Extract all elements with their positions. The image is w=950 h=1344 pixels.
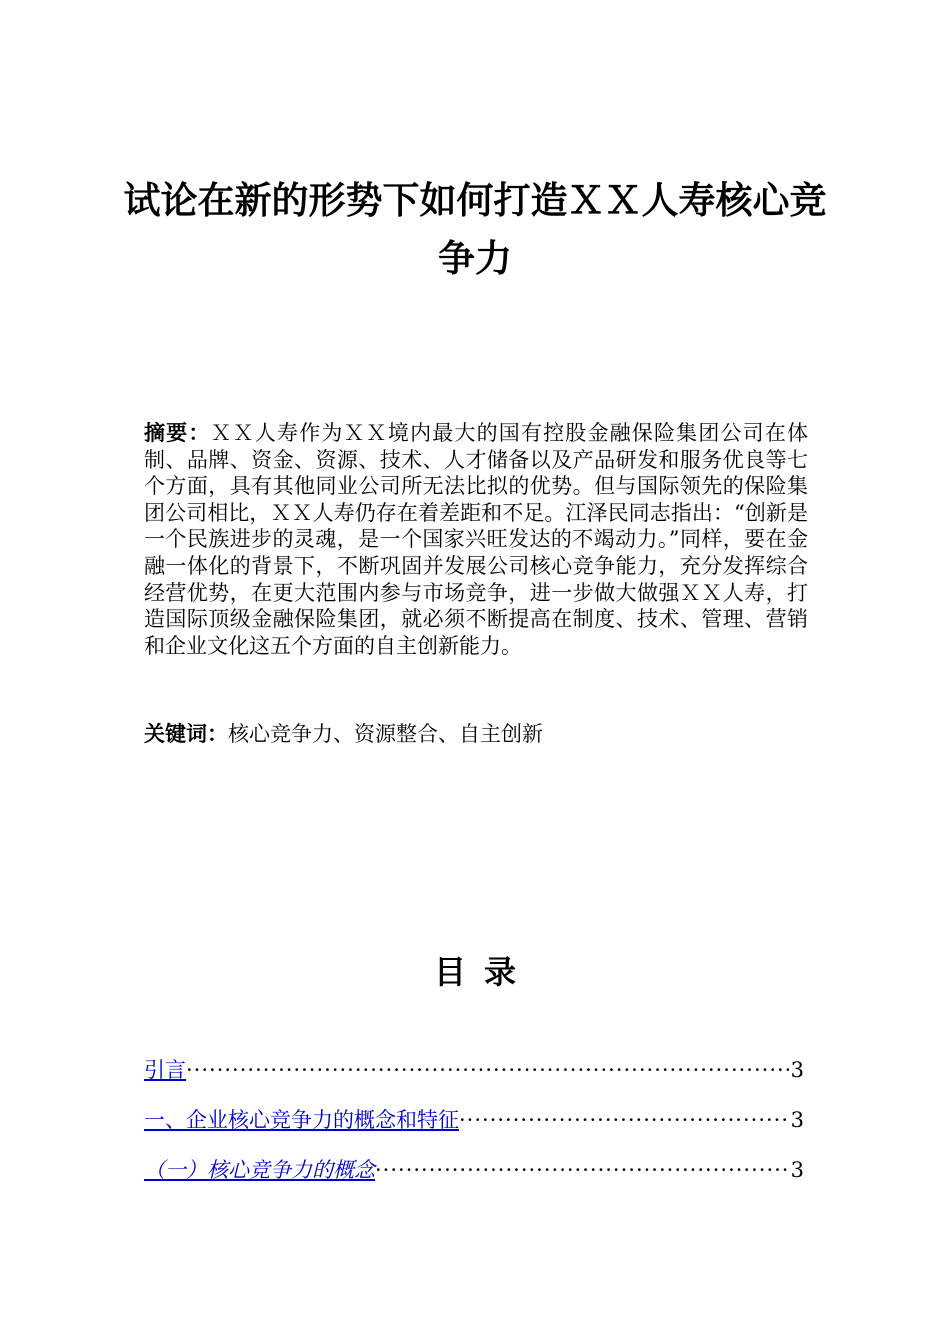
toc-page-number: 3 (790, 1108, 804, 1132)
toc-title: 目录 (433, 953, 534, 991)
toc-page-number: 3 (790, 1158, 804, 1182)
table-of-contents (144, 1054, 804, 1204)
toc-leader-dots (375, 1154, 789, 1186)
abstract-text: ＸＸ人寿作为ＸＸ境内最大的国有控股金融保险集团公司在体制、品牌、资金、资源、技术、人才储备以及产品研发和服务优良等七个方面，具有其他同业公司所无法比拟的优势。但与国际领先的保险集团公司相比，ＸＸ人寿仍存在着差距和不足。江泽民同志指出：“创新是一个民族进步的灵魂，是一个国家兴旺发达的不竭动力。”同样，要在金融一体化的背景下，不断巩固并发展公司核心竞争能力，充分发挥综合经营优势，在更大范围内参与市场竞争，进一步做大做强ＸＸ人寿，打造国际顶级金融保险集团，就必须不断提高在制度、技术、管理、营销和企业文化这五个方面的自主创新能力。 (144, 421, 809, 658)
toc-link[interactable]: （一）核心竞争力的概念 (144, 1158, 375, 1182)
toc-page-number: 3 (790, 1058, 804, 1082)
toc-item-section-1[interactable] (144, 1104, 804, 1154)
toc-item-section-1-1[interactable] (144, 1154, 804, 1204)
toc-leader-dots (186, 1054, 789, 1086)
toc-leader-dots (459, 1104, 789, 1136)
keywords-line (144, 720, 808, 748)
toc-link[interactable]: 引言 (144, 1058, 186, 1082)
abstract-label: 摘要： (144, 421, 211, 445)
keywords-text: 核心竞争力、资源整合、自主创新 (228, 722, 543, 746)
abstract-paragraph (144, 420, 808, 659)
toc-link[interactable]: 一、企业核心竞争力的概念和特征 (144, 1108, 459, 1132)
toc-item-introduction[interactable] (144, 1054, 804, 1104)
keywords-label: 关键词： (144, 722, 228, 746)
document-title: 试论在新的形势下如何打造ＸＸ人寿核心竞争力 (123, 179, 827, 280)
